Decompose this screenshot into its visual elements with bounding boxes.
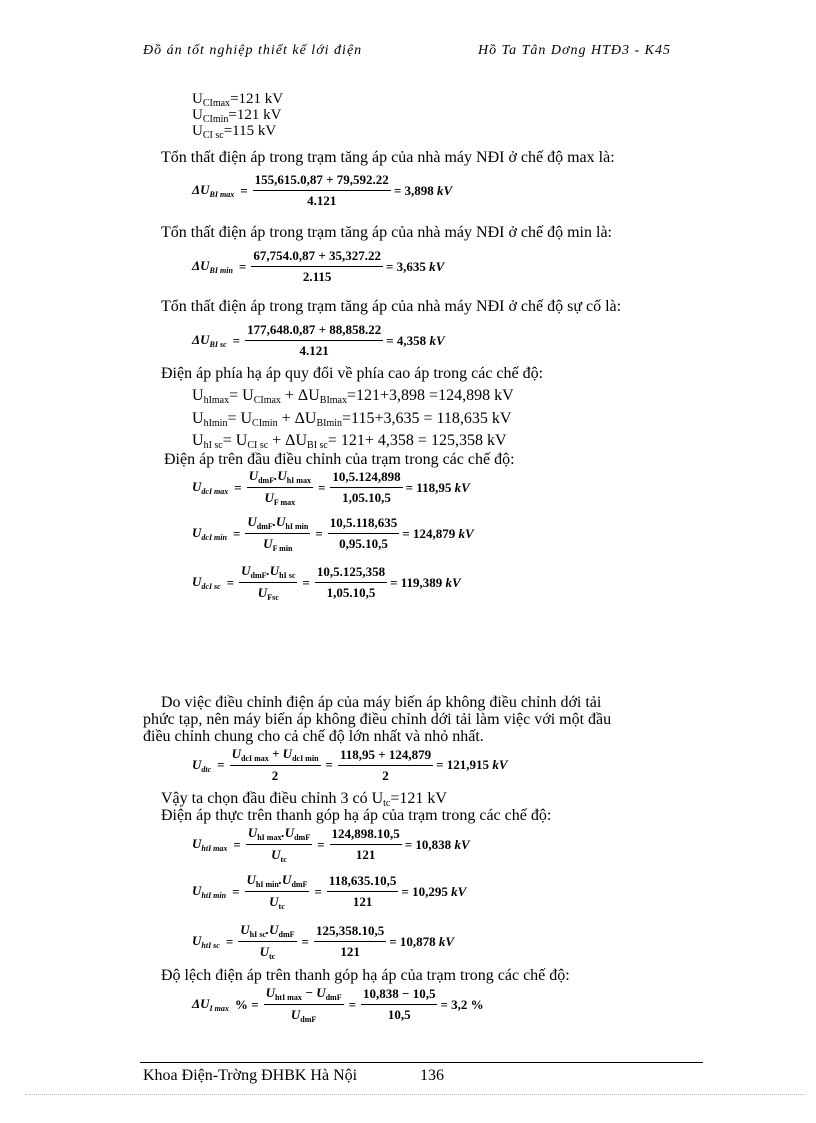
ucimin-line: $U_{CImin}=121$ kV [192, 107, 282, 125]
paragraph-tap-1: Do việc điều chỉnh điện áp của máy biến áp không điều chỉnh dới tải [161, 694, 602, 711]
paragraph-uht: Điện áp thực trên thanh góp hạ áp của trạm trong các chế độ: [161, 807, 552, 824]
paragraph-tap-3: điều chỉnh chung cho cả chế độ lớn nhất và nhỏ nhất. [143, 728, 484, 745]
uh-line-min: $U_{hImin}= U_{CImin} + \Delta U_{BImin}=115+3,635 = 118,635$ kV [192, 410, 512, 429]
equation-utc: $U_{dtc}$ = $\frac{U_{dcI max} + U_{dcI min}}{2}$ = $\frac{118,95 + 124,879}{2}$ = 121,915 kV [192, 746, 508, 783]
equation-dU-min: $\Delta U_{BI min}$ = $\frac{67,754.0,87 + 35,327.22}{2.115}$ = 3,635 kV [192, 248, 445, 284]
paragraph-tap-2: phức tạp, nên máy biến áp không điều chỉnh dới tải làm việc với một đầu [143, 711, 612, 728]
footer-rule [140, 1062, 703, 1063]
equation-udc-min: $U_{dcI min}$ = $\frac{U_{dmF}.U_{hI min}}{U_{F min}}$ = $\frac{10,5.118,635}{0,95.10,5}$ = 124,879 kV [192, 514, 474, 553]
equation-uht-max: $U_{htI max}$ = $\frac{U_{hI max}.U_{dmF}}{U_{tc}}$ = $\frac{124,898.10,5}{121}$ = 10,838 kV [192, 825, 470, 864]
equation-dU-sc: $\Delta U_{BI sc}$ = $\frac{177,648.0,87 + 88,858.22}{4.121}$ = 4,358 kV [192, 322, 445, 358]
footer-left: Khoa Điện-Trờng ĐHBK Hà Nội [143, 1067, 358, 1084]
paragraph-deviation: Độ lệch điện áp trên thanh góp hạ áp của trạm trong các chế độ: [161, 967, 570, 984]
ucimax-line: $U_{CImax}=121$ kV [192, 91, 284, 109]
ucisc-line: $U_{CI sc}=115$ kV [192, 123, 277, 141]
header-right: Hồ Ta Tân Dơng HTĐ3 - K45 [478, 43, 671, 58]
equation-uht-min: $U_{htI min}$ = $\frac{U_{hI min}.U_{dmF}}{U_{tc}}$ = $\frac{118,635.10,5}{121}$ = 10,295 kV [192, 872, 467, 911]
equation-udc-max: $U_{dcI max}$ = $\frac{U_{dmF}.U_{hI max}}{U_{F max}}$ = $\frac{10,5.124,898}{1,05.10,5}$ = 118,95 kV [192, 468, 470, 507]
header-left: Đồ án tốt nghiệp thiết kế lới điện [143, 43, 363, 58]
paragraph-dU-min: Tổn thất điện áp trong trạm tăng áp của nhà máy NĐI ở chế độ min là: [161, 224, 612, 241]
bottom-dotted-rule [25, 1094, 805, 1095]
equation-deviation: $\Delta U_{I max}$ % = $\frac{U_{htI max} - U_{dmF}}{U_{dmF}}$ = $\frac{10,838 - 10,5}{10,5}$ = 3,2 % [192, 985, 484, 1024]
paragraph-uh: Điện áp phía hạ áp quy đổi về phía cao áp trong các chế độ: [161, 365, 544, 382]
paragraph-dU-max: Tổn thất điện áp trong trạm tăng áp của nhà máy NĐI ở chế độ max là: [161, 149, 615, 166]
paragraph-tap-choice: Vậy ta chọn đầu điều chỉnh 3 có $U_{tc}=121$ kV [161, 790, 447, 809]
equation-udc-sc: $U_{dcI sc}$ = $\frac{U_{dmF}.U_{hI sc}}{U_{Fsc}}$ = $\frac{10,5.125,358}{1,05.10,5}$ = 119,389 kV [192, 563, 461, 602]
equation-dU-max: $\Delta U_{BI max}$ = $\frac{155,615.0,87 + 79,592.22}{4.121}$ = 3,898 kV [192, 172, 453, 208]
equation-uht-sc: $U_{htI sc}$ = $\frac{U_{hI sc}.U_{dmF}}{U_{tc}}$ = $\frac{125,358.10,5}{121}$ = 10,878 kV [192, 922, 455, 961]
uh-line-sc: $U_{hI sc}= U_{CI sc} + \Delta U_{BI sc}= 121+ 4,358 = 125,358$ kV [192, 432, 507, 451]
uh-line-max: $U_{hImax}= U_{CImax} + \Delta U_{BImax}=121+3,898 =124,898$ kV [192, 387, 514, 406]
footer-page-number: 136 [420, 1067, 444, 1084]
paragraph-udc: Điện áp trên đầu điều chỉnh của trạm trong các chế độ: [164, 451, 515, 468]
paragraph-dU-sc: Tổn thất điện áp trong trạm tăng áp của nhà máy NĐI ở chế độ sự cố là: [161, 298, 622, 315]
